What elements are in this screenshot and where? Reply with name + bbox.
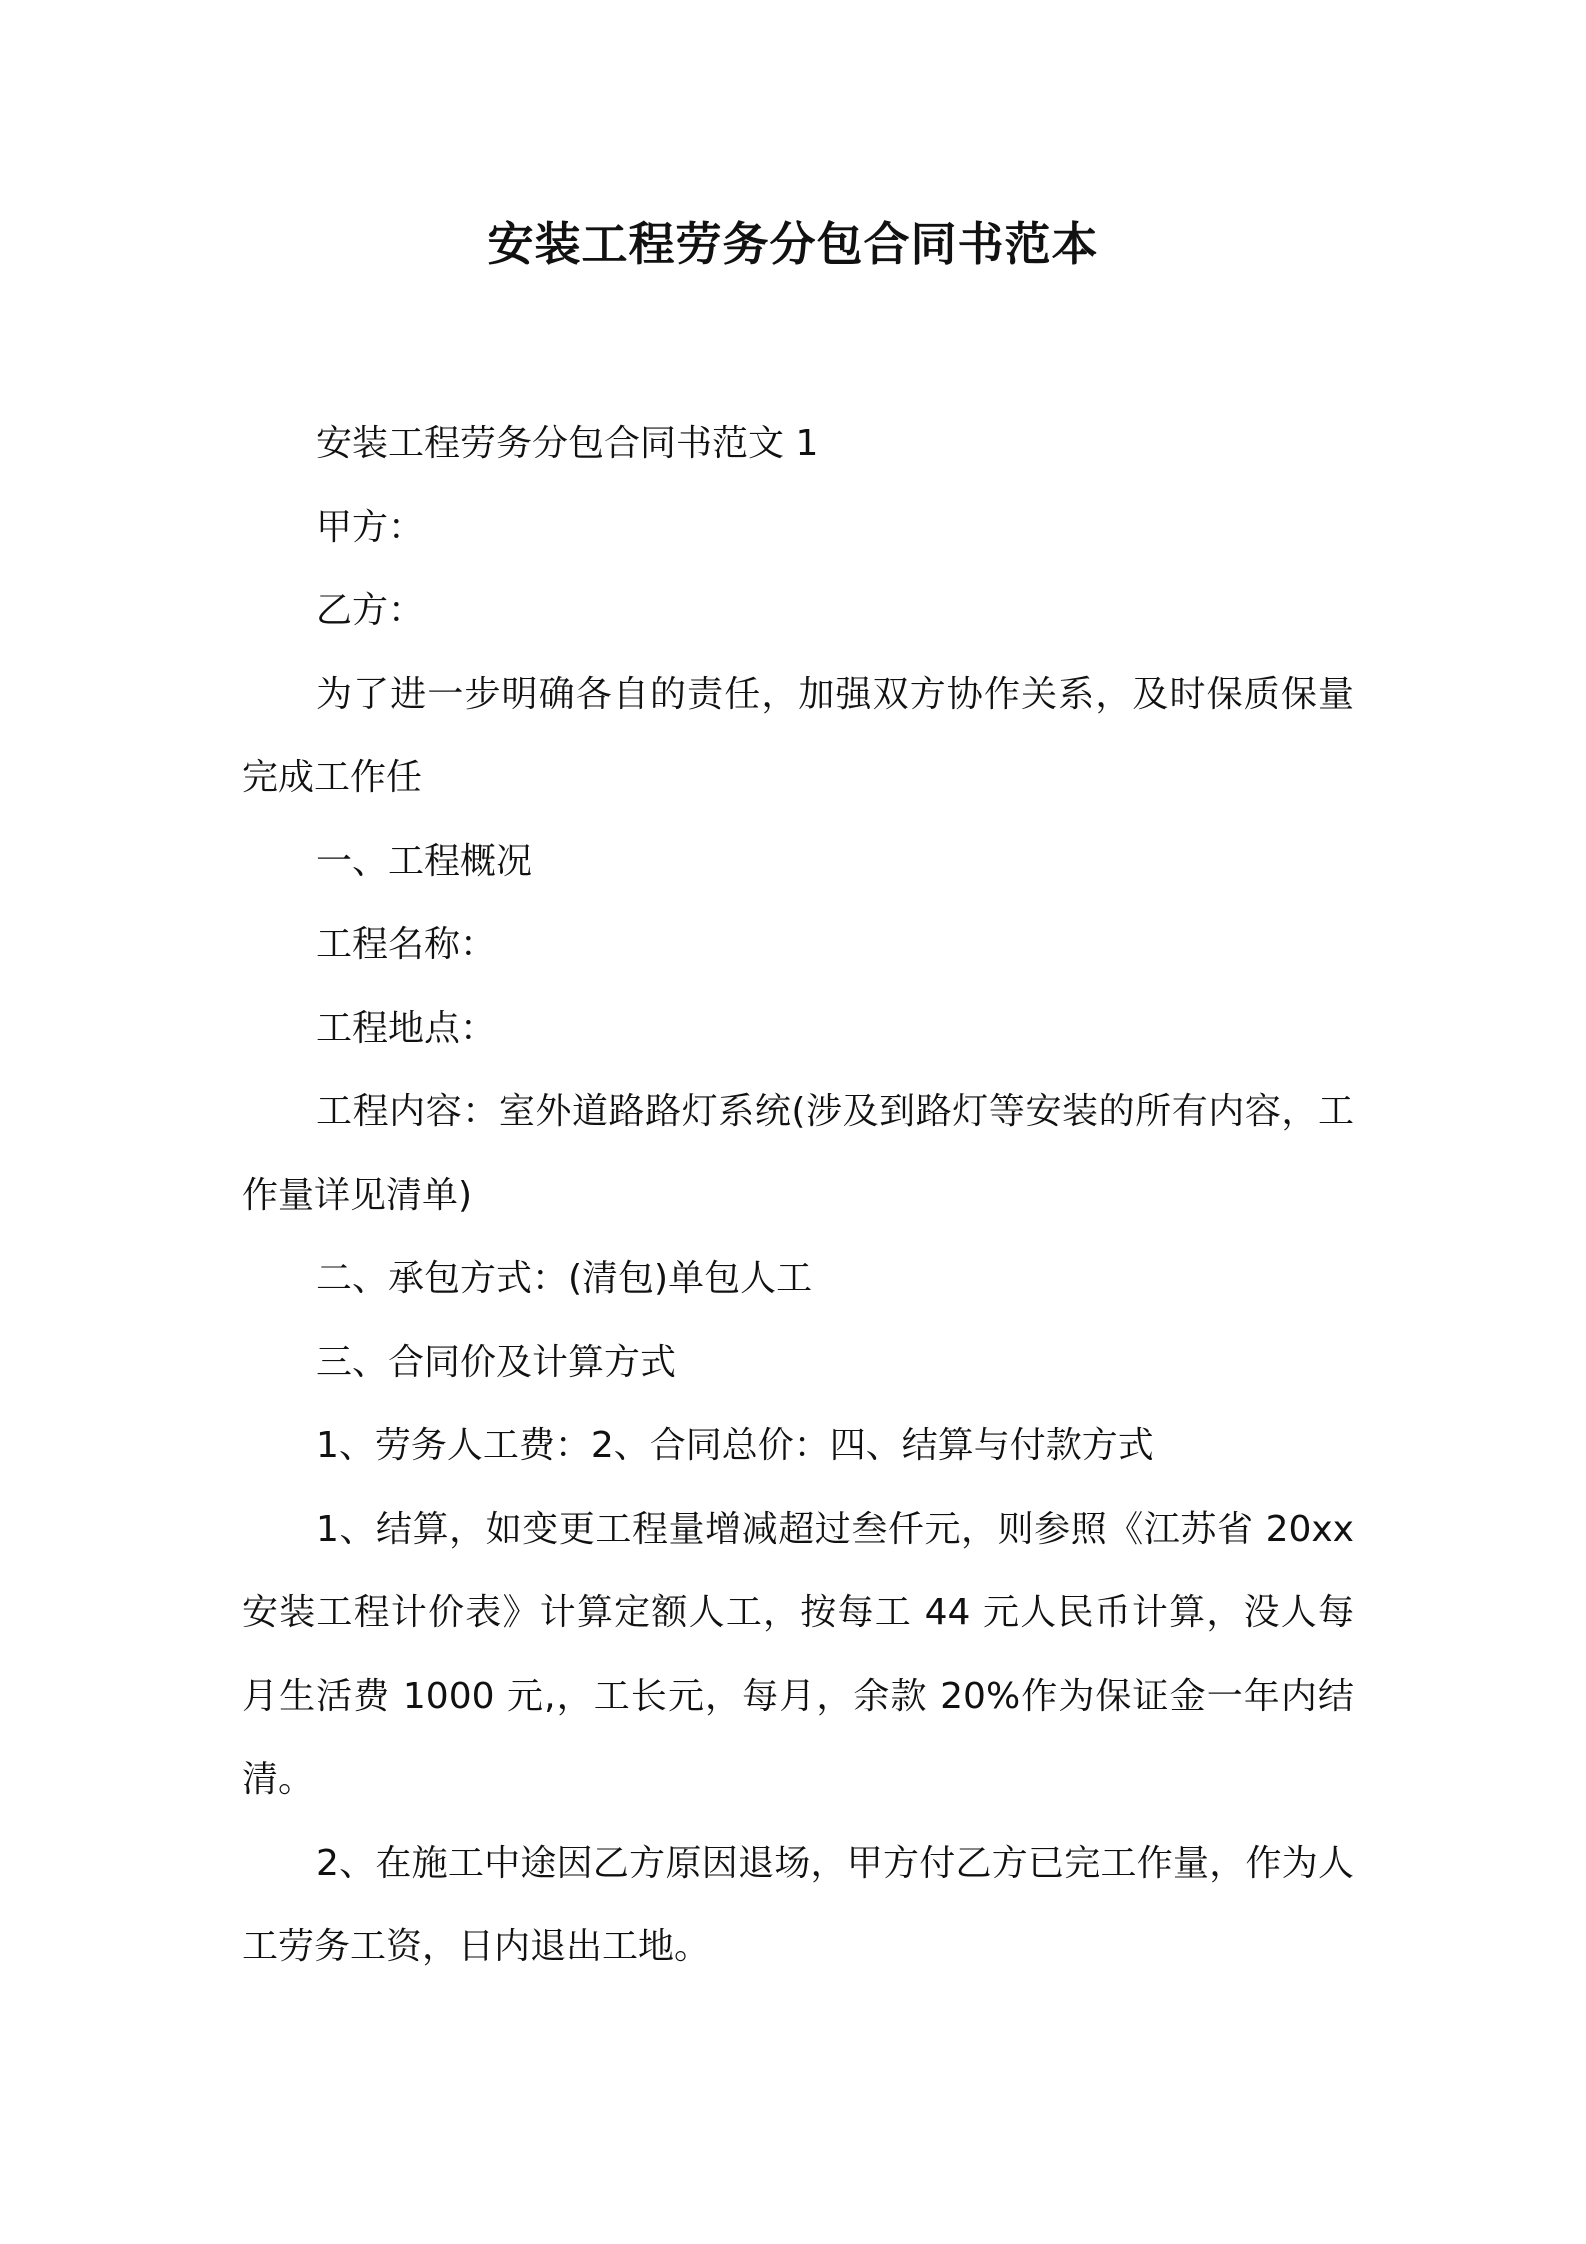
- paragraph-settlement: 1、结算，如变更工程量增减超过叁仟元，则参照《江苏省 20xx 安装工程计价表》计算定额人工，按每工 44 元人民币计算，没人每月生活费 1000 元,，工长元，每月，余款 20%作为保证金一年内结清。: [242, 1508, 1354, 1800]
- paragraph-subtitle: 安装工程劳务分包合同书范文 1: [316, 423, 819, 464]
- section-heading-overview: 一、工程概况: [316, 840, 533, 882]
- paragraph-party-a: 甲方：: [316, 506, 425, 548]
- document-title: 安装工程劳务分包合同书范本: [487, 217, 1099, 271]
- section-heading-contract-method: 二、承包方式：(清包)单包人工: [316, 1258, 813, 1299]
- paragraph-party-b: 乙方：: [316, 590, 425, 631]
- document-body: [242, 402, 1354, 1989]
- section-heading-contract-price: 三、合同价及计算方式: [316, 1341, 677, 1383]
- paragraph-project-location: 工程地点：: [316, 1007, 497, 1049]
- paragraph-project-name: 工程名称：: [316, 924, 497, 965]
- paragraph-withdrawal: 2、在施工中途因乙方原因退场，甲方付乙方已完工作量，作为人工劳务工资，日内退出工地。: [242, 1842, 1354, 1967]
- paragraph-fees: 1、劳务人工费：2、合同总价：四、结算与付款方式: [316, 1425, 1154, 1466]
- paragraph-project-content: 工程内容：室外道路路灯系统(涉及到路灯等安装的所有内容，工作量详见清单): [242, 1091, 1354, 1216]
- paragraph-purpose: 为了进一步明确各自的责任，加强双方协作关系，及时保质保量完成工作任: [242, 673, 1354, 798]
